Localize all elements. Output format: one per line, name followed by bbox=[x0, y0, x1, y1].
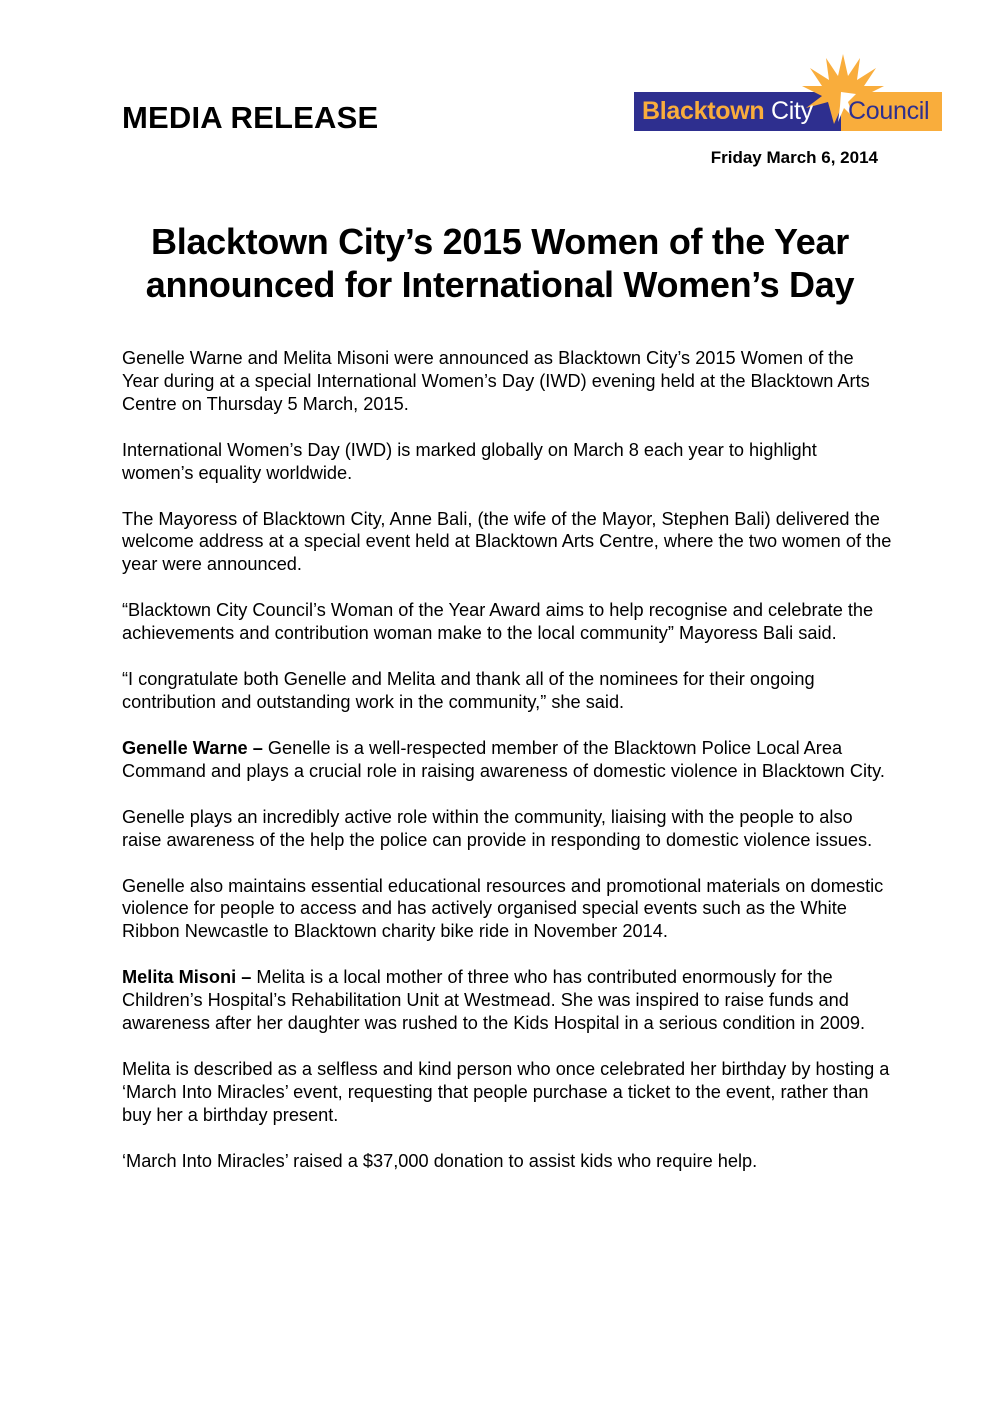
paragraph-text: “Blacktown City Council’s Woman of the Year Award aims to help recognise and celebrate the achievements and contribution woman make to the local community” Mayoress Bali said. bbox=[122, 600, 874, 644]
paragraph-melita-donation bbox=[122, 1150, 892, 1173]
paragraph-text: Genelle also maintains essential educational resources and promotional materials on domestic violence for people to access and has actively organised special events such as the White Ribbon Newcastle to Blacktown charity bike ride in November 2014. bbox=[122, 875, 884, 942]
paragraph-genelle-warne bbox=[122, 737, 892, 783]
paragraph-genelle-community bbox=[122, 806, 892, 852]
paragraph-iwd bbox=[122, 439, 892, 485]
awardee-name-melita: Melita Misoni – bbox=[122, 967, 252, 988]
article-body bbox=[122, 347, 892, 1196]
logo-word-city: City bbox=[770, 97, 813, 125]
release-date: Friday March 6, 2014 bbox=[710, 148, 878, 167]
headline-line-1: Blacktown City’s 2015 Women of the Year bbox=[151, 221, 849, 262]
paragraph-text: Melita is a local mother of three who has contributed enormously for the Children’s Hospital’s Rehabilitation Unit at Westmead. She was inspired to raise funds and awareness after her daughter was rushed to the Kids Hospital in a serious condition in 2009. bbox=[122, 967, 866, 1034]
headline-line-2: announced for International Women’s Day bbox=[145, 264, 855, 305]
awardee-name-genelle: Genelle Warne – bbox=[122, 737, 263, 758]
paragraph-text: International Women’s Day (IWD) is marked globally on March 8 each year to highlight women’s equality worldwide. bbox=[122, 439, 817, 483]
paragraph-text: “I congratulate both Genelle and Melita and thank all of the nominees for their ongoing contribution and outstanding work in the community,” she said. bbox=[122, 669, 815, 712]
paragraph-intro bbox=[122, 347, 892, 416]
paragraph-mayoress bbox=[122, 508, 892, 577]
paragraph-genelle-resources bbox=[122, 875, 892, 944]
blacktown-city-council-logo bbox=[634, 52, 944, 134]
logo-word-blacktown: Blacktown bbox=[642, 97, 765, 125]
paragraph-text: Genelle is a well-respected member of the Blacktown Police Local Area Command and plays a crucial role in raising awareness of domestic violence in Blacktown City. bbox=[122, 737, 885, 781]
paragraph-text: Genelle plays an incredibly active role within the community, liaising with the people to also raise awareness of the help the police can provide in responding to domestic violence issues. bbox=[122, 806, 873, 850]
paragraph-text: The Mayoress of Blacktown City, Anne Bali, (the wife of the Mayor, Stephen Bali) delivered the welcome address at a special event held at Blacktown Arts Centre, where the two women of the year were announced. bbox=[122, 508, 892, 575]
headline bbox=[80, 220, 920, 306]
paragraph-quote-award bbox=[122, 599, 892, 645]
paragraph-text: ‘March Into Miracles’ raised a $37,000 donation to assist kids who require help. bbox=[122, 1150, 758, 1171]
paragraph-melita-birthday bbox=[122, 1058, 892, 1127]
paragraph-text: Melita is described as a selfless and kind person who once celebrated her birthday by hosting a ‘March Into Miracles’ event, requesting that people purchase a ticket to the event, rather than buy her a birthday present. bbox=[122, 1058, 890, 1125]
paragraph-text: Genelle Warne and Melita Misoni were announced as Blacktown City’s 2015 Women of the Year during at a special International Women’s Day (IWD) evening held at the Blacktown Arts Centre on Thursday 5 March, 2015. bbox=[122, 348, 870, 414]
media-release-label: MEDIA RELEASE bbox=[122, 100, 379, 135]
paragraph-quote-congratulate bbox=[122, 668, 892, 714]
paragraph-melita-misoni bbox=[122, 966, 892, 1035]
logo-wordmark bbox=[642, 96, 930, 126]
logo-word-council: Council bbox=[848, 97, 930, 125]
